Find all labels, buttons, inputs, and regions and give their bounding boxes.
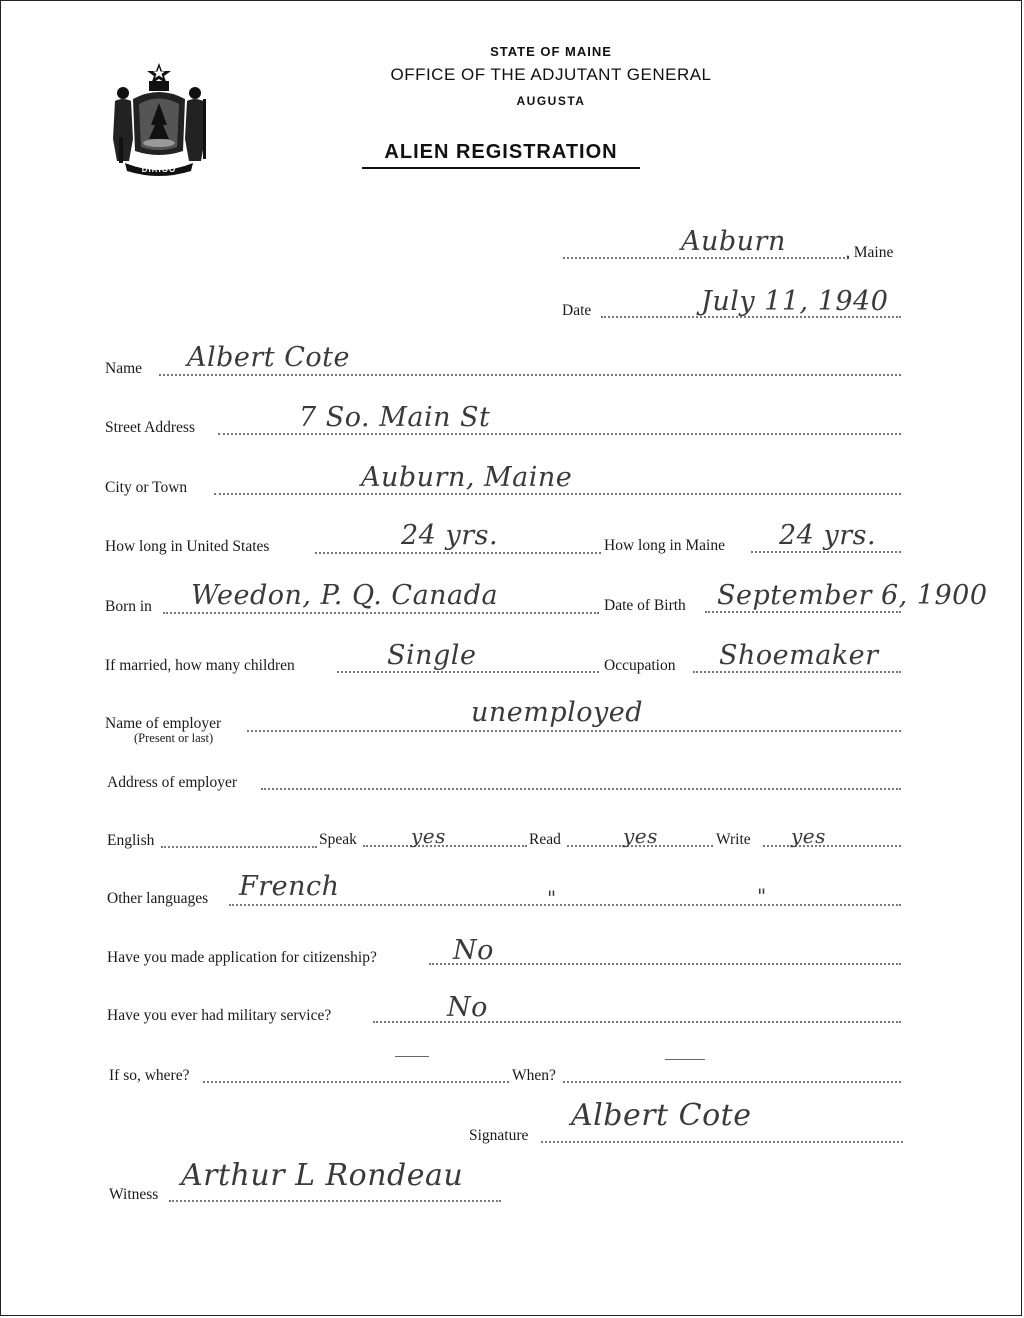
employer-label: Name of employer <box>105 715 222 732</box>
other-languages-label: Other languages <box>107 890 209 907</box>
witness-label: Witness <box>109 1186 159 1203</box>
seal-motto: DIRIGO <box>141 165 177 174</box>
name-value: Albert Cote <box>187 342 350 373</box>
header-office: OFFICE OF THE ADJUTANT GENERAL <box>390 65 712 84</box>
street-line <box>218 433 901 435</box>
where-label: If so, where? <box>109 1067 190 1084</box>
read-label: Read <box>529 831 561 848</box>
street-label: Street Address <box>105 419 195 436</box>
speak-value: yes <box>411 824 446 848</box>
military-label: Have you ever had military service? <box>107 1007 332 1024</box>
place-town-value: Auburn <box>681 226 786 257</box>
maine-state-seal-icon <box>105 59 213 177</box>
place-suffix: , Maine <box>846 244 894 261</box>
other-languages-line <box>229 904 901 906</box>
years-us-line <box>315 552 601 554</box>
years-us-value: 24 yrs. <box>401 520 499 551</box>
write-label: Write <box>716 831 751 848</box>
employer-address-line <box>261 788 901 790</box>
born-in-value: Weedon, P. Q. Canada <box>191 580 499 611</box>
signature-label: Signature <box>469 1127 529 1144</box>
when-label: When? <box>512 1067 556 1084</box>
occupation-line <box>693 671 901 673</box>
street-value: 7 So. Main St <box>299 402 491 433</box>
children-value: Single <box>387 640 477 671</box>
years-maine-label: How long in Maine <box>604 537 725 554</box>
header-state: STATE OF MAINE <box>490 44 612 59</box>
military-value: No <box>447 992 488 1023</box>
other-languages-ditto-2: " <box>757 884 767 908</box>
name-line <box>159 374 901 376</box>
occupation-label: Occupation <box>604 657 676 674</box>
english-line <box>161 846 317 848</box>
header-city: AUGUSTA <box>516 94 586 108</box>
when-line <box>563 1081 901 1083</box>
years-us-label: How long in United States <box>105 538 270 555</box>
citizenship-label: Have you made application for citizenship? <box>107 949 377 966</box>
where-line <box>203 1081 509 1083</box>
read-value: yes <box>623 824 658 848</box>
employer-line <box>247 730 901 732</box>
witness-value: Arthur L Rondeau <box>181 1158 464 1193</box>
other-languages-value: French <box>239 871 340 902</box>
date-label: Date <box>562 302 592 319</box>
other-languages-ditto-1: " <box>547 886 557 910</box>
date-value: July 11, 1940 <box>701 286 889 317</box>
years-maine-line <box>751 551 901 553</box>
form-title: ALIEN REGISTRATION <box>384 141 618 163</box>
dob-value: September 6, 1900 <box>717 580 988 611</box>
place-line <box>563 257 849 259</box>
witness-line <box>169 1200 501 1202</box>
title-underline <box>362 167 640 169</box>
years-maine-value: 24 yrs. <box>779 520 877 551</box>
children-label: If married, how many children <box>105 657 295 674</box>
employer-sublabel: (Present or last) <box>134 731 214 745</box>
when-dash <box>665 1059 705 1060</box>
employer-address-label: Address of employer <box>107 774 237 791</box>
employer-value: unemployed <box>471 697 644 728</box>
citizenship-value: No <box>453 935 494 966</box>
where-dash <box>395 1056 429 1057</box>
write-value: yes <box>791 824 826 848</box>
dob-line <box>705 611 901 613</box>
name-label: Name <box>105 360 143 377</box>
dob-label: Date of Birth <box>604 597 686 614</box>
city-label: City or Town <box>105 479 188 496</box>
write-line <box>763 845 901 847</box>
speak-label: Speak <box>319 831 357 848</box>
born-in-label: Born in <box>105 598 152 615</box>
english-label: English <box>107 832 155 849</box>
children-line <box>337 671 599 673</box>
city-line <box>214 493 901 495</box>
citizenship-line <box>429 963 901 965</box>
signature-line <box>541 1141 903 1143</box>
born-in-line <box>163 612 599 614</box>
city-value: Auburn, Maine <box>361 462 573 493</box>
signature-value: Albert Cote <box>571 1098 752 1133</box>
occupation-value: Shoemaker <box>719 640 879 671</box>
